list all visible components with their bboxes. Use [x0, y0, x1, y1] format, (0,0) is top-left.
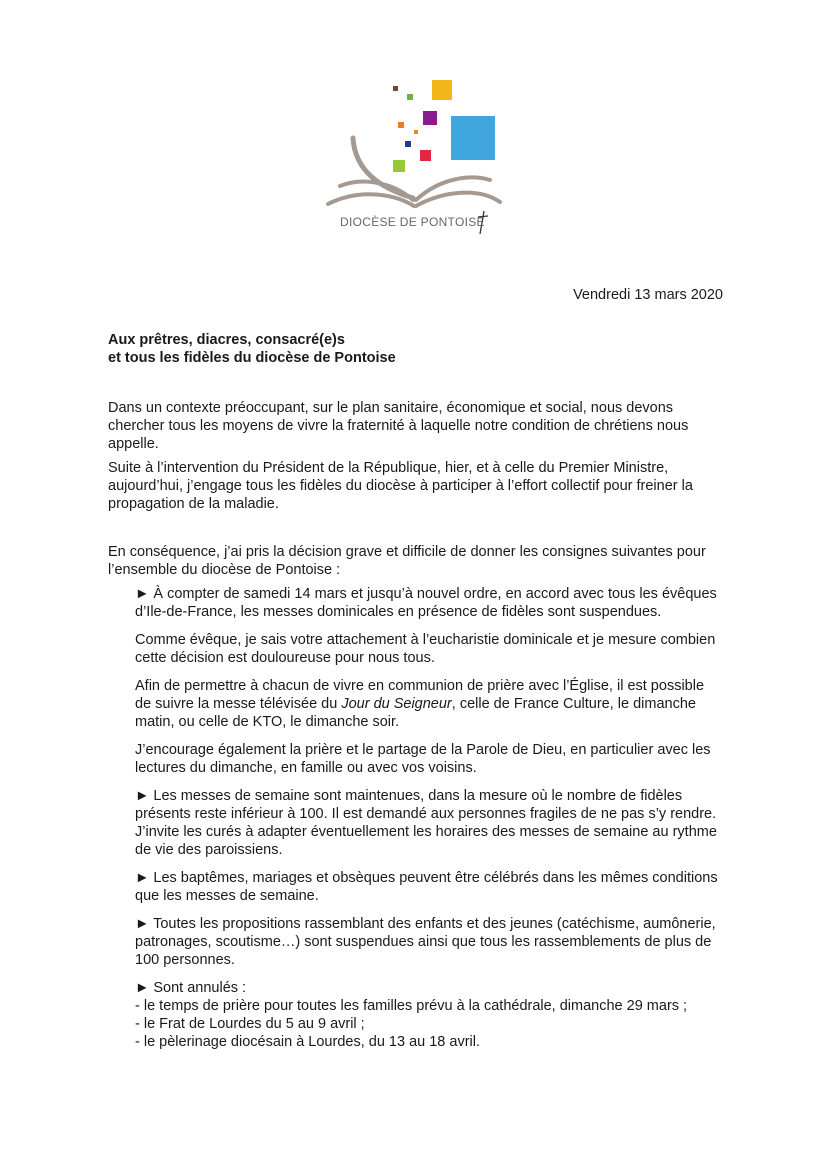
list-item: - le temps de prière pour toutes les familles prévu à la cathédrale, dimanche 29 mars ;: [135, 998, 688, 1014]
consigne-8-title: ► Sont annulés :: [135, 980, 247, 996]
letter-date: Vendredi 13 mars 2020: [573, 287, 723, 303]
recipients: [108, 331, 396, 367]
logo-square-blue: [451, 116, 495, 160]
logo-text: DIOCÈSE DE PONTOISE: [340, 215, 485, 229]
consigne-1: ► À compter de samedi 14 mars et jusqu’à nouvel ordre, en accord avec tous les évêques d’Ile-de-France, les messes dominicales en présence de fidèles sont suspendues.: [135, 586, 717, 620]
logo-square-yellow: [432, 80, 452, 100]
consigne-3-part-a: Afin de permettre à chacun de vivre en communion de prière avec l’Église, il est possible de suivre la messe télévisée du: [135, 678, 705, 712]
intro-paragraph-2: Suite à l’intervention du Président de la République, hier, et à celle du Premier Ministre, aujourd’hui, j’engage tous les fidèles du diocèse à participer à l’effort collectif pour freiner la propagation de la maladie.: [108, 460, 693, 512]
consigne-5: ► Les messes de semaine sont maintenues, dans la mesure où le nombre de fidèles présents reste inférieur à 100. Il est demandé aux personnes fragiles de ne pas s’y rendre. J’invite les curés à adapter éventuellement les horaires des messes de semaine au rythme de vie des paroissiens.: [135, 788, 717, 858]
diocese-logo: [320, 76, 510, 236]
logo-square-navy: [405, 141, 411, 147]
logo-square-brown: [393, 86, 398, 91]
consigne-3: [135, 677, 724, 731]
consigne-7: ► Toutes les propositions rassemblant des enfants et des jeunes (catéchisme, aumônerie, patronages, scoutisme…) sont suspendues ainsi que tous les rassemblements de plus de 100 personnes.: [135, 916, 716, 968]
intro-paragraph-1: Dans un contexte préoccupant, sur le plan sanitaire, économique et social, nous devons chercher tous les moyens de vivre la fraternité à laquelle notre condition de chrétiens nous appelle.: [108, 400, 689, 452]
consigne-6: ► Les baptêmes, mariages et obsèques peuvent être célébrés dans les mêmes conditions que les messes de semaine.: [135, 870, 718, 904]
logo-square-orange-small: [398, 122, 404, 128]
list-item: - le pèlerinage diocésain à Lourdes, du 13 au 18 avril.: [135, 1034, 481, 1050]
letter-body: [108, 399, 724, 1051]
intro-paragraph-3: En conséquence, j’ai pris la décision grave et difficile de donner les consignes suivantes pour l’ensemble du diocèse de Pontoise :: [108, 544, 706, 578]
logo-square-green: [393, 160, 405, 172]
recipients-line-1: Aux prêtres, diacres, consacré(e)s: [108, 332, 345, 348]
logo-square-orange-tiny: [414, 130, 418, 134]
recipients-line-2: et tous les fidèles du diocèse de Pontoise: [108, 350, 396, 366]
list-item: - le Frat de Lourdes du 5 au 9 avril ;: [135, 1016, 365, 1032]
logo-square-purple: [423, 111, 437, 125]
logo-square-red: [420, 150, 431, 161]
consigne-8: [135, 979, 724, 1051]
consigne-2: Comme évêque, je sais votre attachement à l’eucharistie dominicale et je mesure combien cette décision est douloureuse pour nous tous.: [135, 632, 716, 666]
consignes-list: [108, 585, 724, 1051]
consigne-4: J’encourage également la prière et le partage de la Parole de Dieu, en particulier avec les lectures du dimanche, en famille ou avec vos voisins.: [135, 742, 711, 776]
consigne-3-part-b: , celle de France Culture, le dimanche matin, ou celle de KTO, le dimanche soir.: [135, 696, 696, 730]
consigne-3-emphasis: Jour du Seigneur: [341, 696, 452, 712]
logo-square-lime: [407, 94, 413, 100]
